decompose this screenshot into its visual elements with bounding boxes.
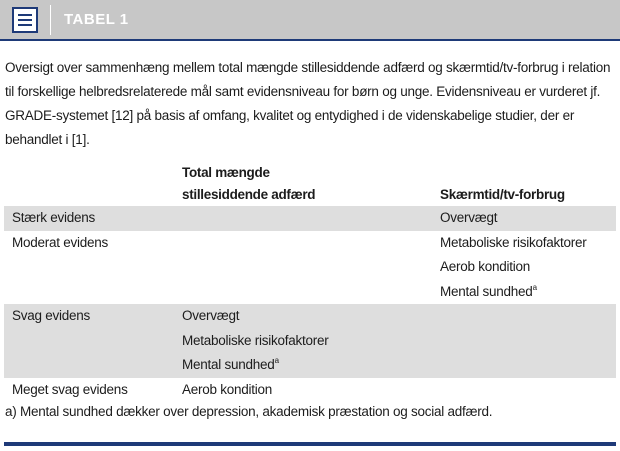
- table-row: [4, 378, 616, 403]
- table-document-icon: [12, 7, 38, 33]
- table-row: [4, 231, 616, 305]
- row-label: Stærk evidens: [12, 210, 96, 225]
- header-divider: [50, 5, 51, 35]
- column-header-total-line1: Total mængde: [182, 165, 270, 180]
- table-row: [4, 206, 616, 231]
- table-title: TABEL 1: [64, 11, 129, 28]
- column-header-screen: Skærmtid/tv-forbrug: [440, 187, 565, 202]
- total-cell: Overvægt Metaboliske risikofaktorer Mental sundhed$^a$: [182, 308, 329, 372]
- table-row: [4, 304, 616, 378]
- total-cell: Aerob kondition: [182, 381, 273, 397]
- row-label: Svag evidens: [12, 308, 91, 323]
- footnote-marker: a: [274, 356, 279, 365]
- column-header-total: [182, 162, 315, 206]
- row-label: Moderat evidens: [12, 234, 109, 250]
- screen-cell: Overvægt: [440, 210, 498, 225]
- column-header-total-line2: stillesiddende adfærd: [182, 187, 316, 202]
- table-header-bar: [0, 0, 620, 41]
- row-label: Meget svag evidens: [12, 381, 128, 397]
- table-footnote: a) Mental sundhed dækker over depression, akademisk præstation og social adfærd.: [5, 404, 493, 419]
- bottom-rule: [4, 442, 616, 446]
- table-caption: Oversigt over sammenhæng mellem total mængde stillesiddende adfærd og skærmtid/tv-forbrug i relation til forskellige helbredsrelaterede mål samt evidensniveau for børn og unge. Evidensniveau er vurderet jf. GRADE-systemet [12] på basis af omfang, kvalitet og entydighed i de videnskabelige studier, der er behandlet i [1].: [5, 60, 611, 147]
- screen-cell: Metaboliske risikofaktorer Aerob kondition Mental sundhed$^a$: [440, 234, 587, 299]
- footnote-marker: a: [532, 282, 537, 292]
